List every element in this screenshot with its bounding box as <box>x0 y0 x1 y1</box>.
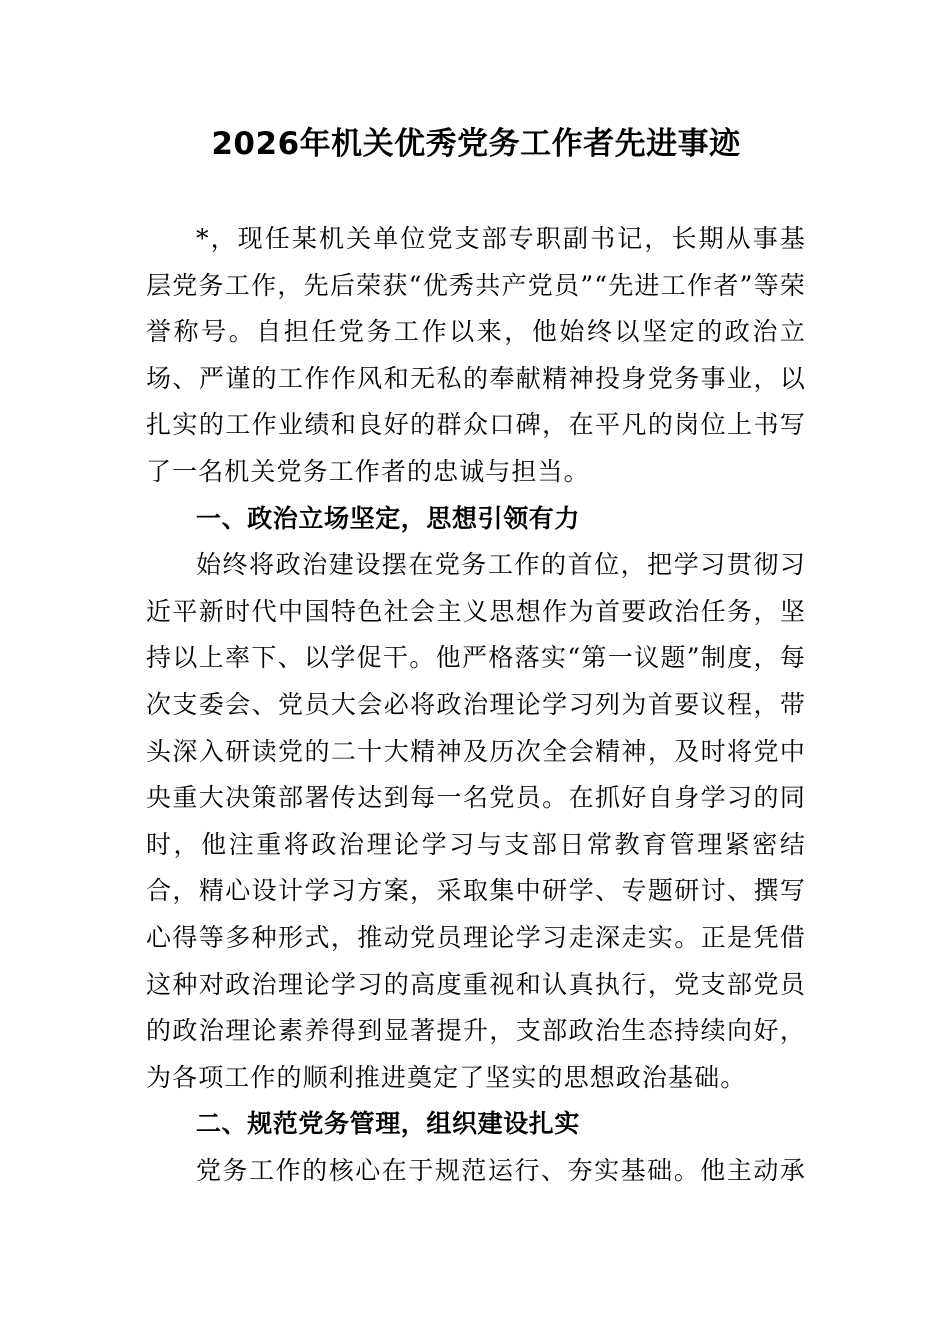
document-page <box>146 118 806 1194</box>
section-1-paragraph: 始终将政治建设摆在党务工作的首位，把学习贯彻习近平新时代中国特色社会主义思想作为首要政治任务，坚持以上率下、以学促干。他严格落实“第一议题”制度，每次支委会、党员大会必将政治理论学习列为首要议程，带头深入研读党的二十大精神及历次全会精神，及时将党中央重大决策部署传达到每一名党员。在抓好自身学习的同时，他注重将政治理论学习与支部日常教育管理紧密结合，精心设计学习方案，采取集中研学、专题研讨、撰写心得等多种形式，推动党员理论学习走深走实。正是凭借这种对政治理论学习的高度重视和认真执行，党支部党员的政治理论素养得到显著提升，支部政治生态持续向好，为各项工作的顺利推进奠定了坚实的思想政治基础。 <box>146 550 806 1092</box>
document-title: 2026年机关优秀党务工作者先进事迹 <box>211 126 741 162</box>
document-body <box>146 216 806 1194</box>
intro-paragraph: *，现任某机关单位党支部专职副书记，长期从事基层党务工作，先后荣获“优秀共产党员”“先进工作者”等荣誉称号。自担任党务工作以来，他始终以坚定的政治立场、严谨的工作作风和无私的奉献精神投身党务事业，以扎实的工作业绩和良好的群众口碑，在平凡的岗位上书写了一名机关党务工作者的忠诚与担当。 <box>146 224 806 486</box>
section-2-heading: 二、规范党务管理，组织建设扎实 <box>196 1109 581 1139</box>
section-2-paragraph: 党务工作的核心在于规范运行、夯实基础。他主动承 <box>196 1155 806 1185</box>
section-1-heading: 一、政治立场坚定，思想引领有力 <box>196 503 581 533</box>
